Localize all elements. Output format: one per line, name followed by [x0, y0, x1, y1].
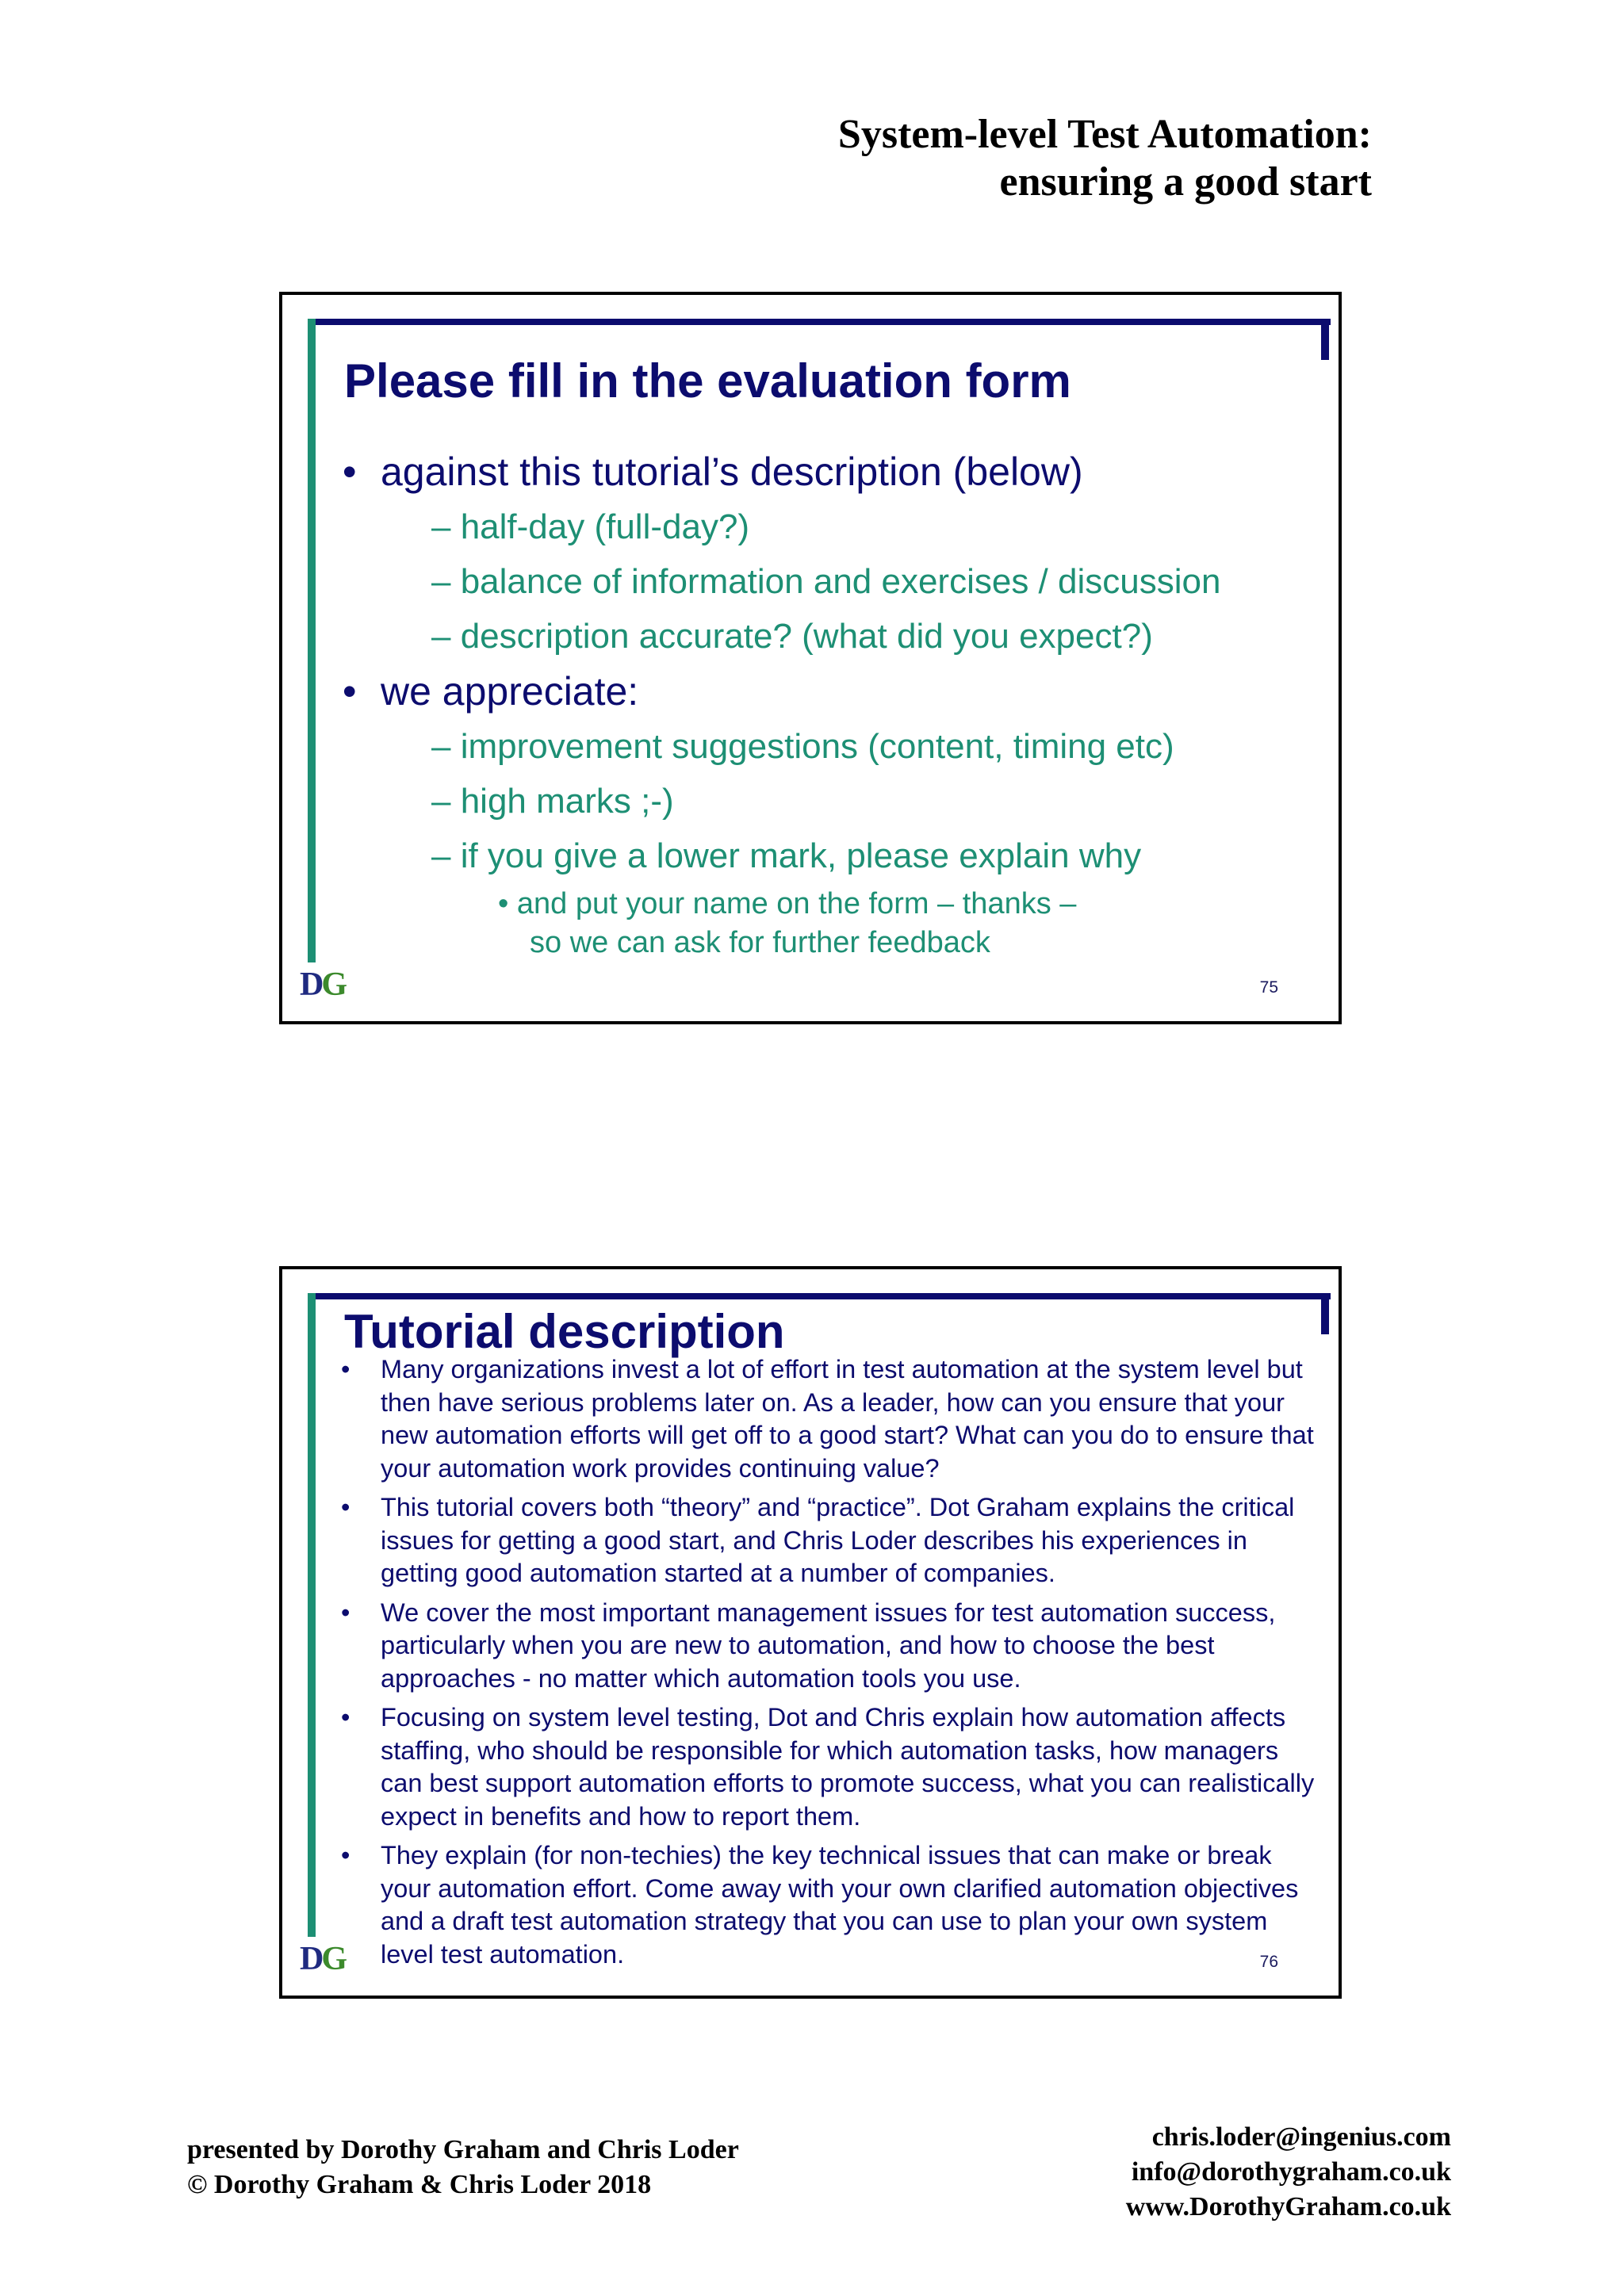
sub-bullet-item: – description accurate? (what did you expect?): [431, 617, 1153, 656]
slide-75: [279, 292, 1342, 1024]
sub-bullet-item: – high marks ;-): [431, 782, 674, 821]
sub-bullet-item: – improvement suggestions (content, timing etc): [431, 727, 1174, 766]
bullet-item: • This tutorial covers both “theory” and “practice”. Dot Graham explains the critical issues for getting a good start, and Chris Loder describes his experiences in getting good automation started at a number of companies.: [331, 1491, 1315, 1590]
bullet-item: • we appreciate:: [343, 664, 1220, 719]
slide-left-bar: [308, 319, 316, 962]
slide-right-bar: [1321, 319, 1329, 360]
slide-title: Tutorial description: [344, 1305, 785, 1358]
header-title-line1: System-level Test Automation:: [837, 112, 1372, 157]
footer-presented-by: presented by Dorothy Graham and Chris Loder: [187, 2135, 739, 2164]
footer-contacts: [1126, 2120, 1451, 2225]
bullet-item: • Many organizations invest a lot of effort in test automation at the system level but then have serious problems later on. As a leader, how can you ensure that your new automation efforts will get off to a good start? What can you do to ensure that your automation work provides continuing value?: [331, 1353, 1315, 1485]
dg-logo: DG: [300, 1941, 346, 1977]
sub-bullet-item: – balance of information and exercises / discussion: [431, 562, 1221, 601]
slide-page-number: 75: [1259, 978, 1278, 997]
bullet-item: • We cover the most important management issues for test automation success, particularly when you are new to automation, and how to choose the best approaches - no matter which automation tools you use.: [331, 1597, 1315, 1696]
sub-sub-bullet-item: • and put your name on the form – thanks – so we can ask for further feedback: [498, 887, 1077, 959]
footer-website[interactable]: www.DorothyGraham.co.uk: [1125, 2192, 1451, 2221]
slide-bullet-list: [331, 1353, 1315, 1977]
slide-76: [279, 1266, 1342, 1999]
bullet-item: • They explain (for non-techies) the key technical issues that can make or break your automation effort. Come away with your own clarified automation objectives and a draft test automation strategy that you can use to plan your own system level test automation.: [331, 1839, 1315, 1971]
footer-presenters: [187, 2133, 739, 2202]
slide-top-bar: [308, 1293, 1331, 1299]
slide-bullet-list: [343, 444, 1220, 962]
footer-email-chris[interactable]: chris.loder@ingenius.com: [1151, 2122, 1451, 2152]
dg-logo: DG: [300, 966, 346, 1003]
slide-title: Please fill in the evaluation form: [344, 354, 1071, 408]
sub-bullet-item: – half-day (full-day?): [431, 507, 750, 546]
slide-page-number: 76: [1259, 1953, 1278, 1971]
slide-left-bar: [308, 1293, 316, 1937]
document-header: [838, 111, 1372, 206]
bullet-item: • Focusing on system level testing, Dot and Chris explain how automation affects staffing, who should be responsible for which automation tasks, how managers can best support automation efforts to promote success, what you can realistically expect in benefits and how to report them.: [331, 1701, 1315, 1833]
bullet-item: • against this tutorial’s description (below): [343, 444, 1220, 499]
footer-copyright: © Dorothy Graham & Chris Loder 2018: [187, 2170, 652, 2199]
slide-right-bar: [1321, 1293, 1329, 1334]
slide-top-bar: [308, 319, 1331, 325]
header-title-line2: ensuring a good start: [999, 159, 1372, 205]
footer-email-info[interactable]: info@dorothygraham.co.uk: [1131, 2157, 1451, 2187]
sub-bullet-item: – if you give a lower mark, please explain why: [431, 836, 1142, 875]
